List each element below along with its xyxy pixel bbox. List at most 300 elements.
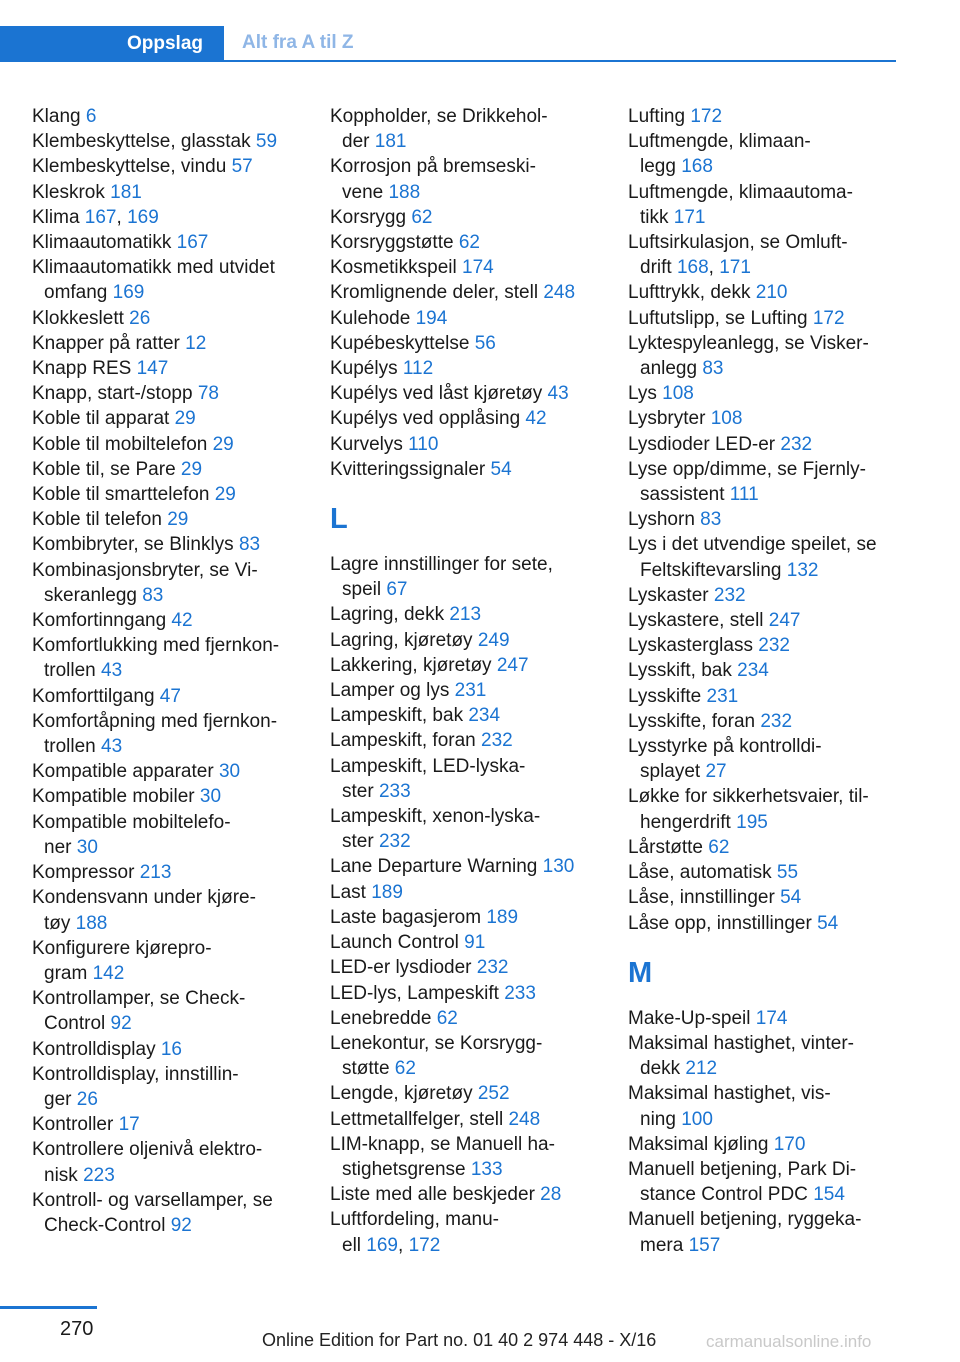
page-reference-link[interactable]: 233 [378, 780, 411, 802]
index-entry [330, 1081, 620, 1106]
index-entry [330, 205, 620, 230]
page-reference-link[interactable]: 42 [171, 610, 193, 632]
entry-text: Luftmengde, klimaautoma‐ [628, 181, 853, 203]
index-entry [32, 558, 322, 608]
index-entry [32, 1037, 322, 1062]
page-reference-link[interactable]: 54 [490, 458, 512, 480]
index-entry [628, 885, 918, 910]
page-reference-link[interactable]: 29 [180, 458, 203, 480]
index-entry [330, 628, 620, 653]
index-entry [628, 1031, 918, 1081]
page-reference-link[interactable]: 231 [454, 680, 487, 702]
entry-text: Konfigurere kjørepro‐ [32, 937, 212, 959]
index-entry [628, 406, 918, 431]
page-reference-link[interactable]: 189 [486, 906, 519, 928]
page-reference-link[interactable]: 232 [758, 635, 790, 657]
page-reference-link[interactable]: 26 [129, 307, 151, 329]
index-entry [330, 703, 620, 728]
entry-text: Kontrollamper, se Check- [32, 988, 246, 1010]
page-reference-link[interactable]: 213 [449, 604, 482, 626]
edition-info: Online Edition for Part no. 01 40 2 974 448 - X/16 [262, 1330, 657, 1350]
page-reference-link[interactable]: 167 [84, 206, 117, 228]
page-reference-link[interactable]: 188 [75, 912, 108, 934]
entry-text: Lamper og lys [330, 680, 455, 702]
index-entry [628, 129, 918, 179]
entry-text: Luftfordeling, manu‐ [330, 1209, 499, 1231]
page-reference-link[interactable]: 174 [462, 257, 494, 279]
entry-text: Kompatible mobiltelefo‐ [32, 811, 231, 833]
page-reference-link[interactable]: 142 [92, 962, 125, 984]
entry-text: Kurvelys [330, 433, 409, 455]
index-entry [628, 532, 918, 582]
entry-text: Knapp RES [32, 358, 137, 380]
page-reference-link[interactable]: 83 [238, 534, 261, 556]
section-letter: M [628, 956, 653, 989]
entry-text: ell [342, 1234, 367, 1256]
index-column-1 [32, 104, 322, 1238]
page-reference-link[interactable]: 171 [673, 206, 706, 228]
index-entry [330, 880, 620, 905]
entry-text: splayet [640, 761, 706, 783]
entry-text: Lagre innstillinger for sete, [330, 554, 553, 576]
index-entry [330, 804, 620, 854]
entry-text: Kosmetikkspeil [330, 257, 462, 279]
index-entry [628, 280, 918, 305]
entry-text: LED-er lysdioder [330, 957, 477, 979]
page-reference-link[interactable]: 43 [547, 383, 569, 405]
page-reference-link[interactable]: 92 [110, 1013, 132, 1035]
entry-text: Koble til apparat [32, 408, 175, 430]
entry-text: Kontrollere oljenivå elektro‐ [32, 1139, 263, 1161]
index-entry [32, 860, 322, 885]
index-entry [330, 1207, 620, 1257]
entry-text: Manuell betjening, ryggeka‐ [628, 1209, 862, 1231]
entry-text: Lampeskift, foran [330, 730, 482, 752]
page-reference-link[interactable]: 172 [690, 106, 723, 127]
index-entry [32, 154, 322, 179]
entry-text: , [116, 206, 128, 228]
entry-text: Lagring, kjøretøy [330, 629, 478, 651]
entry-text: Låse, automatisk [628, 862, 777, 884]
entry-text: Klang [32, 106, 86, 127]
index-entry [32, 381, 322, 406]
page-reference-link[interactable]: 234 [737, 660, 769, 682]
entry-text: Kombibryter, se Blinklys [32, 534, 239, 556]
index-entry [330, 255, 620, 280]
index-entry [32, 230, 322, 255]
page-reference-link[interactable]: 234 [468, 705, 501, 727]
entry-text: Kromlignende deler, stell [330, 282, 544, 304]
tab-oppslag[interactable]: Oppslag [0, 26, 224, 62]
entry-text: Koppholder, se Drikkehol‐ [330, 106, 548, 127]
page-reference-link[interactable]: 26 [76, 1088, 98, 1110]
page-reference-link[interactable]: 147 [136, 358, 169, 380]
entry-text: Lyshorn [628, 509, 701, 531]
page-reference-link[interactable]: 195 [736, 811, 768, 833]
page-reference-link[interactable]: 62 [394, 1058, 416, 1080]
index-entry [628, 230, 918, 280]
index-entry [628, 180, 918, 230]
index-entry [628, 432, 918, 457]
entry-text: Låse opp, innstillinger [628, 912, 818, 934]
entry-text: ster [342, 831, 379, 853]
entry-text: Korsrygg [330, 206, 412, 228]
entry-text: Knapper på ratter [32, 332, 186, 354]
entry-text: Lane Departure Warning [330, 856, 543, 878]
page-reference-link[interactable]: 29 [174, 408, 196, 430]
page-reference-link[interactable]: 27 [705, 761, 727, 783]
page-reference-link[interactable]: 12 [185, 332, 207, 354]
index-entry [628, 835, 918, 860]
page-reference-link[interactable]: 169 [366, 1234, 398, 1256]
watermark: carmanualsonline.info [706, 1332, 872, 1351]
entry-text: Maksimal hastighet, vinter‐ [628, 1032, 854, 1054]
entry-text: Klembeskyttelse, vindu [32, 156, 232, 178]
entry-text: Klokkeslett [32, 307, 130, 329]
entry-text: Kupélys ved låst kjøretøy [330, 383, 548, 405]
index-entry [32, 482, 322, 507]
page-reference-link[interactable]: 133 [470, 1158, 503, 1180]
page-reference-link[interactable]: 132 [786, 559, 819, 581]
page-reference-link[interactable]: 28 [540, 1184, 562, 1206]
index-entry [628, 1207, 918, 1257]
entry-text: Komfortlukking med fjernkon‐ [32, 635, 280, 657]
entry-text: Kontrolldisplay, innstillin‐ [32, 1063, 239, 1085]
index-entry [32, 356, 322, 381]
entry-text: Lyskaster [628, 584, 714, 606]
index-entry [330, 230, 620, 255]
entry-text: ning [640, 1108, 682, 1130]
page-reference-link[interactable]: 247 [768, 610, 801, 632]
page-reference-link[interactable]: 100 [681, 1108, 713, 1130]
index-column-3 [628, 104, 918, 1258]
page-reference-link[interactable]: 188 [388, 181, 421, 203]
entry-text: der [342, 131, 375, 153]
page-reference-link[interactable]: 55 [776, 862, 799, 884]
index-entry [32, 532, 322, 557]
index-entry [32, 129, 322, 154]
page-reference-link[interactable]: 210 [755, 282, 788, 304]
page-reference-link[interactable]: 29 [214, 484, 236, 506]
index-entry [628, 1157, 918, 1207]
index-entry [330, 602, 620, 627]
page-reference-link[interactable]: 232 [481, 730, 513, 752]
index-entry [32, 1112, 322, 1137]
entry-text: Klimaautomatikk med utvidet [32, 257, 275, 279]
page-reference-link[interactable]: 62 [708, 836, 730, 858]
page-number: 270 [60, 1318, 94, 1340]
entry-text: Kleskrok [32, 181, 111, 203]
page-reference-link[interactable]: 232 [378, 831, 411, 853]
page-reference-link[interactable]: 213 [139, 862, 172, 884]
entry-text: Lårstøtte [628, 836, 709, 858]
index-entry [32, 936, 322, 986]
entry-text: Lengde, kjøretøy [330, 1083, 478, 1105]
entry-text: Lysskifte [628, 685, 707, 707]
index-entry [628, 381, 918, 406]
entry-text: , [398, 1234, 409, 1256]
index-entry [330, 457, 620, 482]
page-reference-link[interactable]: 168 [676, 257, 709, 279]
page-reference-link[interactable]: 174 [755, 1007, 788, 1029]
entry-text: Lenekontur, se Korsrygg‐ [330, 1032, 543, 1054]
index-entry [330, 905, 620, 930]
entry-text: trollen [44, 660, 102, 682]
page-reference-link[interactable]: 54 [817, 912, 839, 934]
page-reference-link[interactable]: 57 [231, 156, 253, 178]
page-reference-link[interactable]: 130 [542, 856, 575, 878]
index-entry [628, 608, 918, 633]
index-entry [628, 784, 918, 834]
page-reference-link[interactable]: 30 [76, 836, 98, 858]
page-reference-link[interactable]: 172 [408, 1234, 441, 1256]
index-entry [628, 331, 918, 381]
page-reference-link[interactable]: 232 [760, 710, 793, 732]
page-reference-link[interactable]: 169 [112, 282, 145, 304]
page-reference-link[interactable]: 181 [110, 181, 142, 203]
page-reference-link[interactable]: 62 [458, 232, 480, 254]
entry-text: Lampeskift, xenon-lyska‐ [330, 806, 541, 828]
page-reference-link[interactable]: 83 [142, 584, 164, 606]
page-reference-link[interactable]: 42 [525, 408, 547, 430]
entry-text: Korrosjon på bremseski‐ [330, 156, 536, 178]
index-entry [330, 280, 620, 305]
entry-text: Lys [628, 383, 663, 405]
entry-text: Kvitteringssignaler [330, 458, 491, 480]
page-reference-link[interactable]: 62 [411, 206, 433, 228]
index-entry [32, 1062, 322, 1112]
index-entry [32, 759, 322, 784]
index-entry [628, 709, 918, 734]
page-reference-link[interactable]: 78 [197, 383, 219, 405]
entry-text: Lufttrykk, dekk [628, 282, 756, 304]
index-entry [330, 552, 620, 602]
page-reference-link[interactable]: 43 [101, 660, 123, 682]
page-reference-link[interactable]: 212 [685, 1058, 718, 1080]
entry-text: Lysdioder LED-er [628, 433, 781, 455]
page-reference-link[interactable]: 29 [167, 509, 189, 531]
page-reference-link[interactable]: 231 [706, 685, 739, 707]
entry-text: Klembeskyttelse, glasstak [32, 131, 256, 153]
index-column-2 [330, 104, 620, 1258]
entry-text: dekk [640, 1058, 686, 1080]
entry-text: Lysskift, bak [628, 660, 738, 682]
index-entry [32, 180, 322, 205]
index-entry [330, 1006, 620, 1031]
index-entry [32, 1188, 322, 1238]
entry-text: Koble til telefon [32, 509, 168, 531]
page-reference-link[interactable]: 111 [729, 484, 759, 506]
entry-text: Koble til smarttelefon [32, 484, 215, 506]
index-entry [32, 406, 322, 431]
page-reference-link[interactable]: 172 [812, 307, 845, 329]
entry-text: Kondensvann under kjøre‐ [32, 887, 256, 909]
tab-alt-fra-a-til-z[interactable]: Alt fra A til Z [224, 26, 896, 62]
page-reference-link[interactable]: 181 [374, 131, 407, 153]
index-entry [330, 406, 620, 431]
entry-text: Kompatible mobiler [32, 786, 200, 808]
entry-text: drift [640, 257, 677, 279]
page-reference-link[interactable]: 247 [496, 654, 529, 676]
index-entry [32, 885, 322, 935]
entry-text: anlegg [640, 358, 703, 380]
entry-text: Lampeskift, LED-lyska‐ [330, 755, 526, 777]
entry-text: Knapp, start-/stopp [32, 383, 198, 405]
page-reference-link[interactable]: 108 [662, 383, 694, 405]
page-reference-link[interactable]: 252 [477, 1083, 510, 1105]
entry-text: Make-Up-speil [628, 1007, 756, 1029]
index-entry [330, 356, 620, 381]
index-entry [32, 633, 322, 683]
entry-text: Lysbryter [628, 408, 711, 430]
page-reference-link[interactable]: 16 [160, 1038, 182, 1060]
entry-text: Kontrolldisplay [32, 1038, 161, 1060]
page-reference-link[interactable]: 248 [508, 1108, 541, 1130]
page-reference-link[interactable]: 167 [176, 232, 209, 254]
entry-text: Kontroller [32, 1114, 119, 1136]
index-entry [628, 1081, 918, 1131]
index-entry [32, 986, 322, 1036]
page-reference-link[interactable]: 168 [681, 156, 713, 178]
index-entry [330, 1182, 620, 1207]
entry-text: Lakkering, kjøretøy [330, 654, 497, 676]
page-reference-link[interactable]: 47 [159, 685, 181, 707]
index-entry [628, 306, 918, 331]
page-reference-link[interactable]: 233 [504, 982, 536, 1004]
entry-text: Kompressor [32, 862, 140, 884]
entry-text: Maksimal kjøling [628, 1133, 774, 1155]
page-reference-link[interactable]: 67 [386, 579, 408, 601]
page-reference-link[interactable]: 30 [218, 761, 241, 783]
index-entry [32, 784, 322, 809]
page-reference-link[interactable]: 92 [170, 1214, 192, 1236]
page-reference-link[interactable]: 223 [83, 1164, 115, 1186]
entry-text: Lufting [628, 106, 691, 127]
entry-text: støtte [342, 1058, 395, 1080]
page-reference-link[interactable]: 170 [773, 1133, 806, 1155]
index-entry [32, 507, 322, 532]
index-entry [330, 1031, 620, 1081]
index-entry [32, 432, 322, 457]
page-reference-link[interactable]: 169 [127, 206, 159, 228]
page-reference-link[interactable]: 157 [688, 1234, 721, 1256]
entry-text: , [708, 257, 720, 279]
page-reference-link[interactable]: 249 [477, 629, 510, 651]
page-reference-link[interactable]: 248 [543, 282, 576, 304]
entry-text: Lampeskift, bak [330, 705, 469, 727]
page-reference-link[interactable]: 108 [710, 408, 743, 430]
page-reference-link[interactable]: 83 [702, 358, 724, 380]
index-entry [32, 255, 322, 305]
entry-text: Kupélys ved opplåsing [330, 408, 526, 430]
page-reference-link[interactable]: 232 [713, 584, 746, 606]
index-entry [330, 331, 620, 356]
entry-text: ner [44, 836, 77, 858]
page-reference-link[interactable]: 232 [476, 957, 509, 979]
page-reference-link[interactable]: 232 [780, 433, 813, 455]
footer-rule [0, 1306, 97, 1309]
index-entry [330, 1107, 620, 1132]
index-entry [628, 633, 918, 658]
index-entry [330, 930, 620, 955]
page-reference-link[interactable]: 83 [700, 509, 722, 531]
index-entry [32, 306, 322, 331]
entry-text: Løkke for sikkerhetsvaier, til‐ [628, 786, 869, 808]
header-bar [0, 0, 960, 62]
index-entry [32, 684, 322, 709]
index-entry [330, 854, 620, 879]
page-reference-link[interactable]: 59 [255, 131, 278, 153]
entry-text: Luftmengde, klimaan‐ [628, 131, 811, 153]
entry-text: Luftsirkulasjon, se Omluft‐ [628, 232, 848, 254]
entry-text: Maksimal hastighet, vis‐ [628, 1083, 831, 1105]
entry-text: Låse, innstillinger [628, 887, 781, 909]
entry-text: Launch Control [330, 932, 465, 954]
entry-text: Klima [32, 206, 85, 228]
index-entry [330, 754, 620, 804]
index-entry [330, 981, 620, 1006]
index-entry [628, 1132, 918, 1157]
entry-text: Lysskifte, foran [628, 710, 761, 732]
entry-text: Kontroll- og varsellamper, se [32, 1189, 273, 1211]
entry-text: ger [44, 1088, 77, 1110]
index-entry [32, 331, 322, 356]
index-entry [330, 432, 620, 457]
page-reference-link[interactable]: 189 [371, 881, 403, 903]
entry-text: Lyse opp/dimme, se Fjernly‐ [628, 458, 866, 480]
page-reference-link[interactable]: 30 [199, 786, 222, 808]
page-reference-link[interactable]: 6 [85, 106, 97, 127]
entry-text: Control [44, 1013, 111, 1035]
index-entry [32, 457, 322, 482]
entry-text: trollen [44, 736, 102, 758]
entry-text: speil [342, 579, 387, 601]
page-reference-link[interactable]: 56 [474, 332, 496, 354]
entry-text: gram [44, 962, 93, 984]
page-reference-link[interactable]: 29 [212, 433, 234, 455]
entry-text: Luftutslipp, se Lufting [628, 307, 813, 329]
page-reference-link[interactable]: 110 [408, 433, 439, 455]
entry-text: Klimaautomatikk [32, 232, 177, 254]
entry-text: Koble til, se Pare [32, 458, 181, 480]
entry-text: vene [342, 181, 389, 203]
entry-text: Liste med alle beskjeder [330, 1184, 541, 1206]
entry-text: Lagring, dekk [330, 604, 450, 626]
page-reference-link[interactable]: 91 [464, 932, 486, 954]
index-entry [628, 734, 918, 784]
page-reference-link[interactable]: 171 [719, 257, 751, 279]
page-reference-link[interactable]: 112 [402, 358, 434, 380]
index-entry [330, 728, 620, 753]
page-reference-link[interactable]: 17 [118, 1114, 140, 1136]
index-entry [628, 684, 918, 709]
entry-text: LED-lys, Lampeskift [330, 982, 505, 1004]
entry-text: Kompatible apparater [32, 761, 219, 783]
page-reference-link[interactable]: 62 [436, 1007, 458, 1029]
page-reference-link[interactable]: 194 [415, 307, 448, 329]
entry-text: Lettmetallfelger, stell [330, 1108, 509, 1130]
index-entry [32, 709, 322, 759]
entry-text: Laste bagasjerom [330, 906, 487, 928]
page-reference-link[interactable]: 154 [813, 1184, 845, 1206]
index-entry [628, 1006, 918, 1031]
entry-text: Lyskastere, stell [628, 610, 769, 632]
page-reference-link[interactable]: 54 [780, 887, 802, 909]
index-entry [330, 104, 620, 154]
entry-text: legg [640, 156, 682, 178]
page-reference-link[interactable]: 43 [101, 736, 123, 758]
entry-text: omfang [44, 282, 113, 304]
